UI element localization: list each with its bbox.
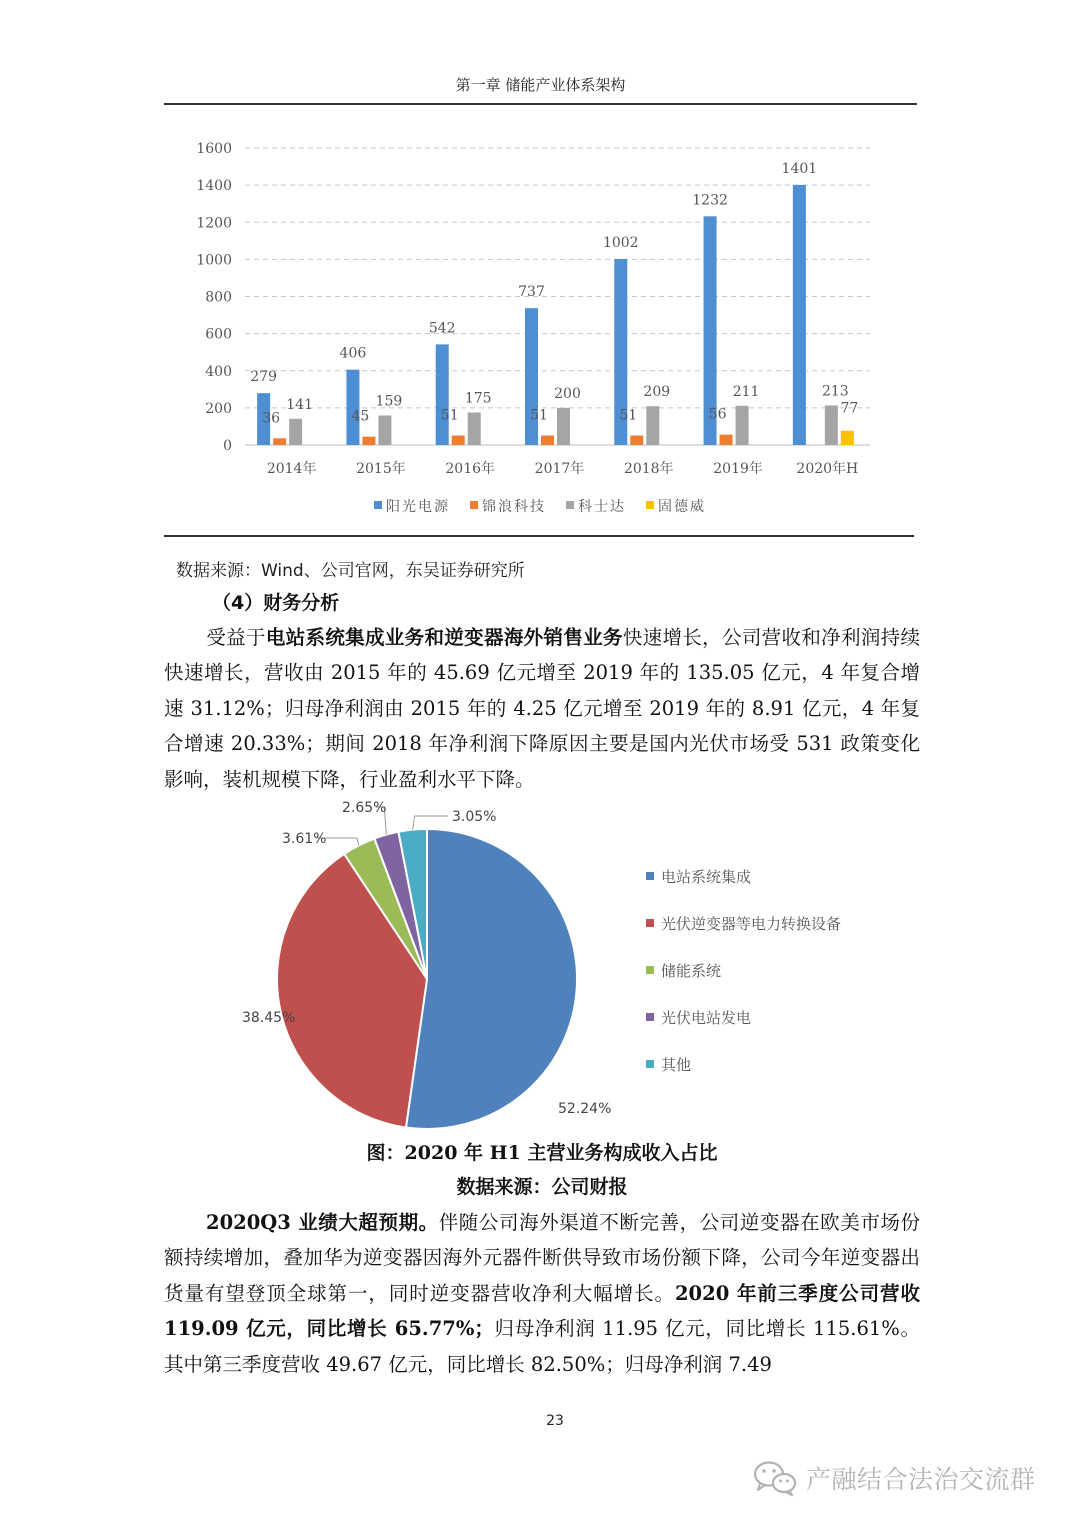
bar-value-label: 737 bbox=[518, 284, 545, 301]
legend-label: 电站系统集成 bbox=[661, 868, 752, 886]
page-header: 第一章 储能产业体系架构 bbox=[455, 76, 626, 94]
bar bbox=[346, 370, 359, 445]
pie-chart bbox=[200, 796, 900, 1136]
bar-legend bbox=[374, 498, 706, 515]
y-tick-label: 1200 bbox=[196, 215, 232, 232]
bar bbox=[841, 431, 854, 445]
bar-value-label: 1002 bbox=[602, 235, 639, 252]
bar bbox=[525, 308, 538, 445]
bar bbox=[468, 413, 481, 445]
bar bbox=[273, 438, 286, 445]
paragraph-financial-analysis bbox=[164, 620, 920, 797]
bar-value-label: 406 bbox=[339, 345, 367, 362]
para2-text1: 伴随公司海外渠道不断完善，公司逆变器在欧美市场份额持续增加，叠加华为逆变器因海外元器件断供导致市场份额下降，公司今年逆变器出货量有望登顶全球第一，同时逆变器营收净利大幅增长。 bbox=[164, 1211, 920, 1305]
header-rule bbox=[164, 103, 917, 105]
bar bbox=[541, 436, 554, 445]
bar-value-label: 211 bbox=[732, 383, 760, 400]
legend-swatch bbox=[646, 501, 654, 509]
bar-value-label: 209 bbox=[643, 384, 671, 401]
page-number: 23 bbox=[546, 1413, 564, 1429]
y-tick-label: 400 bbox=[205, 363, 232, 380]
legend-swatch bbox=[566, 501, 574, 509]
y-tick-label: 1400 bbox=[196, 178, 232, 195]
legend-label: 阳光电源 bbox=[386, 499, 450, 515]
watermark-text: 产融结合法治交流群 bbox=[806, 1465, 1036, 1494]
legend-label: 光伏逆变器等电力转换设备 bbox=[661, 915, 842, 933]
bar bbox=[289, 419, 302, 445]
x-tick-label: 2014年 bbox=[266, 461, 317, 477]
watermark bbox=[752, 1458, 1036, 1498]
bar-value-label: 51 bbox=[440, 407, 459, 424]
bar-value-label: 200 bbox=[554, 385, 581, 402]
bar-value-label: 36 bbox=[262, 410, 281, 427]
legend-swatch bbox=[374, 501, 382, 509]
bar bbox=[436, 344, 449, 445]
bar bbox=[452, 436, 465, 445]
legend-swatch bbox=[646, 872, 654, 880]
legend-swatch bbox=[646, 1013, 654, 1021]
y-tick-label: 0 bbox=[223, 438, 232, 454]
x-tick-label: 2020年H bbox=[796, 461, 859, 477]
x-tick-label: 2016年 bbox=[445, 461, 496, 477]
section-heading: （4）财务分析 bbox=[212, 592, 340, 614]
bar-value-label: 542 bbox=[428, 320, 456, 337]
para1-bold: 电站系统集成业务和逆变器海外销售业务 bbox=[265, 626, 623, 649]
leader-line bbox=[413, 816, 448, 830]
legend-label: 光伏电站发电 bbox=[661, 1009, 752, 1027]
para2-text2: 归母净利润 11.95 亿元，同比增长 115.61%。其中第三季度营收 49.67 亿元，同比增长 82.50%；归母净利润 7.49 bbox=[164, 1317, 920, 1376]
y-tick-label: 800 bbox=[205, 289, 232, 306]
bar bbox=[825, 405, 838, 445]
bar bbox=[736, 406, 749, 445]
bar-value-label: 175 bbox=[464, 390, 492, 407]
y-tick-label: 200 bbox=[205, 400, 232, 417]
pie-caption: 图：2020 年 H1 主营业务构成收入占比 bbox=[366, 1142, 718, 1164]
bar-value-label: 1232 bbox=[692, 192, 728, 209]
bar-value-label: 51 bbox=[619, 407, 638, 424]
bar bbox=[378, 415, 391, 445]
x-tick-label: 2018年 bbox=[623, 461, 674, 477]
y-tick-label: 1600 bbox=[196, 141, 232, 157]
legend-swatch bbox=[646, 919, 654, 927]
bar-value-label: 56 bbox=[708, 406, 727, 423]
legend-swatch bbox=[470, 501, 478, 509]
x-tick-label: 2017年 bbox=[534, 461, 585, 477]
bar-value-label: 45 bbox=[351, 408, 370, 425]
bar-chart bbox=[170, 130, 880, 530]
y-tick-label: 1000 bbox=[196, 252, 232, 269]
bar-value-label: 77 bbox=[840, 400, 859, 417]
bar-value-label: 141 bbox=[286, 396, 314, 413]
bar bbox=[793, 185, 806, 445]
x-tick-label: 2019年 bbox=[713, 461, 763, 477]
bar-value-label: 1401 bbox=[781, 160, 818, 177]
pie-value-label: 52.24% bbox=[558, 1101, 612, 1117]
wechat-icon bbox=[752, 1459, 798, 1497]
pie-slice bbox=[406, 829, 577, 1129]
bar-value-label: 213 bbox=[821, 383, 849, 400]
bar bbox=[630, 436, 643, 445]
pie-value-label: 3.05% bbox=[452, 809, 497, 825]
legend-label: 固德威 bbox=[658, 499, 706, 515]
legend-label: 储能系统 bbox=[661, 962, 722, 980]
pie-value-label: 38.45% bbox=[242, 1010, 296, 1026]
legend-label: 锦浪科技 bbox=[482, 499, 546, 515]
bar-chart-source: 数据来源：Wind、公司官网，东吴证券研究所 bbox=[176, 561, 525, 581]
legend-label: 科士达 bbox=[578, 499, 626, 515]
x-tick-label: 2015年 bbox=[356, 461, 406, 477]
bar-value-label: 51 bbox=[530, 407, 548, 424]
legend-label: 其他 bbox=[661, 1056, 692, 1074]
bar bbox=[646, 406, 659, 445]
legend-swatch bbox=[646, 966, 654, 974]
para2-bold2: 2020 年前三季度公司营收 119.09 亿元，同比增长 65.77%； bbox=[164, 1281, 920, 1341]
para1-rest: 快速增长，公司营收和净利润持续快速增长，营收由 2015 年的 45.69 亿元增至 2019 年的 135.05 亿元，4 年复合增速 31.12%；归母净利润由 2015 年的 4.25 亿元增至 2019 年的 8.91 亿元，4 年复合增速 20.33%；期间 2018 年净利润下降原因主要是国内光伏市场受 531 政策变化影响，装机规模下降，行业盈利水平下降。 bbox=[164, 626, 920, 791]
legend-swatch bbox=[646, 1060, 654, 1068]
paragraph-q3-results bbox=[164, 1205, 920, 1382]
para2-bold1: 2020Q3 业绩大超预期。 bbox=[206, 1211, 439, 1234]
section-rule bbox=[164, 535, 914, 537]
bar bbox=[557, 408, 570, 445]
bar-value-label: 279 bbox=[250, 369, 278, 386]
pie-value-label: 2.65% bbox=[342, 800, 387, 816]
bar-value-label: 159 bbox=[375, 393, 403, 410]
para1-lead: 受益于 bbox=[206, 626, 266, 649]
pie-legend bbox=[646, 868, 841, 1074]
bar bbox=[720, 435, 733, 445]
pie-source: 数据来源：公司财报 bbox=[456, 1176, 628, 1198]
bar bbox=[362, 437, 375, 445]
y-tick-label: 600 bbox=[205, 326, 232, 343]
pie-value-label: 3.61% bbox=[282, 831, 327, 847]
